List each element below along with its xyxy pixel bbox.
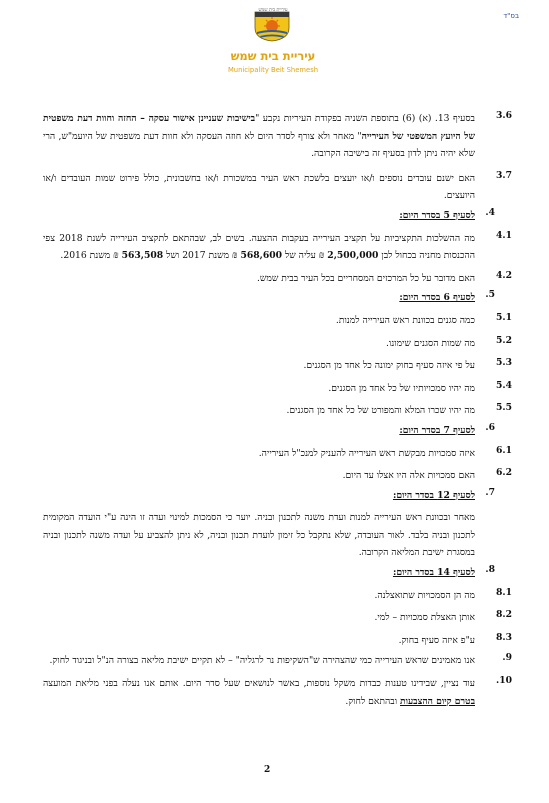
text-run: מאחר ובכוונת ראש העירייה למנות ועדת משנה לתכנון ובניה. יוער כי הסמכות למינוי ועדה זו הינה ע"י הועדה המקומית לתכנון ובניה בלבד. לאור העובדה, שלא נתקבל כל זימון לועדת תכנון ובניה, לא ניתן להצביע על ועדה משנה לתכנון ובניה במסגרת ישיבת המליאה הקרובה. [43, 512, 475, 559]
section-heading-text [43, 487, 475, 505]
item-text [43, 652, 475, 670]
text-run: אותן האצלת סמכויות – למי. [374, 612, 475, 624]
item-text [43, 170, 475, 205]
item-number: .6 [485, 421, 495, 433]
item-text [43, 467, 475, 485]
list-item [43, 110, 512, 163]
list-item [43, 609, 512, 627]
list-item [43, 357, 512, 375]
list-item [43, 402, 512, 420]
item-number: 8.3 [496, 631, 512, 643]
municipality-logo [218, 6, 328, 86]
section-heading [43, 289, 495, 307]
item-text [43, 110, 475, 163]
item-number: .5 [485, 289, 495, 301]
item-number: 5.5 [496, 402, 512, 414]
text-run: לסעיף 14 בסדר היום: [392, 567, 475, 579]
text-run: האם ישנם עובדים נוספים ו/או יועצים בלשכת ראש העיר במשכורת ו/או בחשבונית, כולל פירוט שמות העובדים ו/או היועצים. [43, 172, 475, 202]
corner-tag: בס"ד [503, 12, 519, 20]
item-number: 4.1 [496, 229, 512, 241]
text-run: ע"פ איזה סעיף בחוק. [398, 634, 475, 646]
section-heading-text [43, 289, 475, 307]
item-number: 3.7 [496, 169, 512, 181]
text-run: 568,600 [240, 250, 283, 262]
list-item [43, 444, 512, 463]
list-item [43, 467, 512, 485]
text-run: ובהתאם לחוק. [345, 695, 400, 707]
text-run: ₪ עליה של [282, 250, 328, 262]
section-heading-text [43, 207, 475, 225]
list-item [43, 229, 512, 265]
item-number: 6.2 [496, 467, 512, 479]
list-item [43, 311, 512, 330]
emblem-caption: עיריית בית שמש [258, 8, 288, 13]
text-run: ₪ משנת 2017 ושל [163, 250, 241, 262]
item-text [43, 609, 475, 627]
text-run: אנו מאמינים שראש העירייה כמי שהצהירה ש"השקיפות נר לרגליה" – לא תקיים ישיבת מליאה בצורה הנ"ל ובניגוד לחוק. [49, 655, 475, 667]
text-run: כמה סגנים בכוונת ראש העירייה למנות. [335, 314, 475, 326]
item-number: 3.6 [496, 110, 512, 121]
item-text [43, 357, 475, 375]
text-run: האם מדובר על כל המרכזים המסחריים בכל העיר בבית שמש. [256, 272, 475, 284]
item-number: 5.2 [496, 334, 512, 346]
text-run: בסעיף 13. (א) (6) בתוספת השניה בפקודת העיריות נקבע " [255, 113, 475, 124]
item-text [43, 632, 475, 650]
item-text [43, 445, 475, 463]
item-number: 5.3 [496, 357, 512, 369]
municipality-name-english: Municipality Beit Shemesh [227, 66, 319, 74]
text-run: " מאחר ולא צורף לסדר היום לא חוזה העסקה ולא חוות דעת משפטית של היועמ"ש, הרי שלא יהיה ניתן לדון בסעיף זה בישיבה הקרובה. [43, 130, 475, 160]
list-item [43, 586, 512, 605]
text-run: מה הן הסמכויות שתואצלנה. [374, 589, 475, 601]
section-heading [43, 421, 495, 440]
list-item [43, 269, 512, 288]
item-text [43, 335, 475, 353]
text-run: מה שמות הסגנים שימונו. [385, 337, 475, 349]
text-run: האם סמכויות אלה היו אצלו עד היום. [342, 470, 475, 482]
section-heading-text [43, 422, 475, 440]
item-number: 8.1 [496, 586, 512, 598]
document-body [43, 110, 512, 710]
page-number: 2 [264, 765, 271, 775]
item-number: 6.1 [496, 444, 512, 456]
text-run: לסעיף 6 בסדר היום: [399, 292, 475, 304]
item-text [43, 675, 475, 710]
item-number: .8 [485, 564, 495, 576]
section-heading [43, 564, 495, 582]
text-run: מה יהיו סמכויותיו של כל אחד מן הסגנים. [328, 382, 475, 394]
text-run: לסעיף 5 בסדר היום: [399, 209, 475, 221]
list-item [43, 509, 475, 562]
item-number: 4.2 [496, 269, 512, 281]
text-run: לסעיף 12 בסדר היום: [392, 489, 475, 501]
text-run: עוד נציין, שבידינו טענות כבדות משקל נוספות, באשר לנושאים שעל סדר היום. אותם אנו נעלה בפני מליאת המועצה [43, 678, 475, 690]
list-item [43, 652, 512, 670]
text-run: בישיבות שעניינן אישור עסקה – החזה וחוות דעת משפטית של היועץ המשפטי של העירייה [43, 113, 475, 142]
item-number: .10 [496, 675, 512, 687]
text-run: איזה סמכויות מבקשת ראש העירייה להעניק למנכ"ל העירייה. [258, 447, 475, 459]
item-text [43, 402, 475, 420]
list-item [43, 379, 512, 398]
item-number: 8.2 [496, 609, 512, 621]
section-heading [43, 486, 495, 505]
text-run: לסעיף 7 בסדר היום: [399, 424, 475, 436]
item-text [43, 380, 475, 398]
text-run: 563,508 [121, 250, 164, 262]
item-text [43, 509, 475, 562]
section-heading-text [43, 564, 475, 582]
item-number: 5.4 [496, 379, 512, 391]
item-number: 5.1 [496, 311, 512, 323]
municipality-name-hebrew: עיריית בית שמש [230, 49, 316, 63]
list-item [43, 334, 512, 353]
item-text [43, 587, 475, 605]
item-number: .9 [502, 652, 512, 664]
item-number: .7 [485, 486, 495, 498]
list-item [43, 169, 512, 205]
text-run: 2,500,000 [327, 250, 379, 262]
text-run: על פי איזה סעיף בחוק ימונה כל אחד מן הסגנים. [303, 360, 475, 372]
item-number: .4 [485, 206, 495, 218]
section-heading [43, 206, 495, 225]
text-run: מה יהיו שכרו המלא והמפורט של כל אחד מן הסגנים. [286, 405, 475, 417]
list-item [43, 631, 512, 650]
text-run: ₪ משנת 2016. [60, 250, 122, 262]
list-item [43, 675, 512, 710]
item-text [43, 230, 475, 265]
text-run: בטרם קיום ההצבעות [400, 695, 475, 707]
item-text [43, 270, 475, 288]
text-run: מה ההשלכות התקציביות על תקציב העירייה בעקבות ההצעה. בשים לב, שבהתאם לתקציב העירייה לשנת 2018 צפי ההכנסות מחניה בכחול לבן [43, 232, 475, 262]
item-text [43, 312, 475, 330]
